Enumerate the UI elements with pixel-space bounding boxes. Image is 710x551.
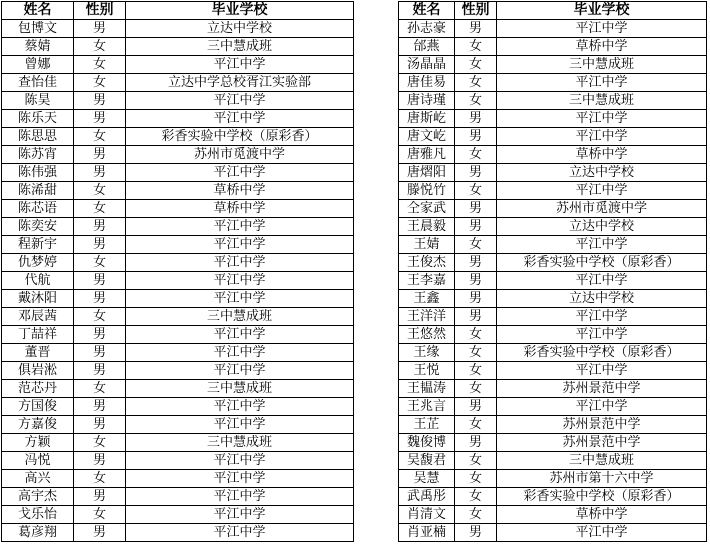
cell-name: 陈思思	[2, 128, 74, 146]
table-row	[399, 200, 707, 218]
cell-school: 平江中学	[126, 506, 354, 524]
cell-name: 王李嘉	[399, 272, 455, 290]
cell-name: 武禹彤	[399, 488, 455, 506]
cell-name: 王悦	[399, 362, 455, 380]
cell-name: 孙志豪	[399, 20, 455, 38]
cell-name: 王晨毅	[399, 218, 455, 236]
cell-name: 包博文	[2, 20, 74, 38]
cell-name: 方国俊	[2, 398, 74, 416]
cell-school: 三中慧成班	[126, 308, 354, 326]
cell-gender: 男	[74, 362, 126, 380]
cell-school: 平江中学	[126, 362, 354, 380]
cell-school: 平江中学	[126, 344, 354, 362]
table-row	[2, 110, 354, 128]
cell-name: 汤晶晶	[399, 56, 455, 74]
cell-gender: 女	[455, 488, 497, 506]
cell-school: 平江中学	[126, 218, 354, 236]
cell-gender: 男	[74, 272, 126, 290]
cell-gender: 女	[455, 344, 497, 362]
cell-school: 平江中学	[497, 398, 707, 416]
cell-gender: 女	[74, 470, 126, 488]
table-row	[399, 398, 707, 416]
cell-gender: 男	[74, 218, 126, 236]
cell-gender: 男	[74, 488, 126, 506]
cell-school: 平江中学	[126, 92, 354, 110]
table-row	[399, 290, 707, 308]
table-row	[2, 416, 354, 434]
table-row	[2, 236, 354, 254]
cell-school: 立达中学校	[497, 164, 707, 182]
student-table-left	[1, 1, 354, 542]
cell-name: 王悠然	[399, 326, 455, 344]
cell-school: 苏州景范中学	[497, 434, 707, 452]
cell-gender: 男	[74, 416, 126, 434]
cell-name: 陈奕安	[2, 218, 74, 236]
table-row	[2, 218, 354, 236]
cell-gender: 男	[455, 398, 497, 416]
cell-school: 草桥中学	[497, 38, 707, 56]
cell-gender: 女	[455, 38, 497, 56]
cell-school: 平江中学	[126, 488, 354, 506]
cell-school: 平江中学	[126, 452, 354, 470]
cell-gender: 女	[455, 326, 497, 344]
cell-school: 三中慧成班	[126, 434, 354, 452]
cell-name: 戴沐阳	[2, 290, 74, 308]
table-row	[399, 164, 707, 182]
cell-gender: 男	[455, 272, 497, 290]
cell-school: 立达中学总校胥江实验部	[126, 74, 354, 92]
table-row	[399, 416, 707, 434]
cell-gender: 女	[455, 506, 497, 524]
table-row	[2, 146, 354, 164]
cell-school: 彩香实验中学校（原彩香）	[497, 254, 707, 272]
cell-school: 平江中学	[497, 128, 707, 146]
cell-school: 平江中学	[126, 326, 354, 344]
table-row	[399, 524, 707, 542]
cell-name: 仝家武	[399, 200, 455, 218]
cell-gender: 男	[74, 290, 126, 308]
cell-name: 唐佳易	[399, 74, 455, 92]
cell-gender: 女	[74, 380, 126, 398]
cell-school: 平江中学	[497, 110, 707, 128]
table-row	[399, 56, 707, 74]
header-school: 毕业学校	[126, 2, 354, 20]
cell-school: 三中慧成班	[497, 452, 707, 470]
table-row	[2, 272, 354, 290]
cell-gender: 女	[74, 200, 126, 218]
cell-gender: 男	[74, 344, 126, 362]
table-row	[2, 488, 354, 506]
cell-school: 平江中学	[126, 164, 354, 182]
table-row	[399, 470, 707, 488]
cell-name: 陈乐天	[2, 110, 74, 128]
table-row	[2, 164, 354, 182]
table-row	[2, 128, 354, 146]
cell-school: 草桥中学	[497, 506, 707, 524]
cell-gender: 男	[455, 164, 497, 182]
cell-gender: 女	[455, 146, 497, 164]
cell-gender: 男	[74, 452, 126, 470]
cell-name: 王兆言	[399, 398, 455, 416]
table-row	[2, 326, 354, 344]
cell-school: 彩香实验中学校（原彩香）	[126, 128, 354, 146]
cell-name: 唐诗瑾	[399, 92, 455, 110]
table-row	[2, 290, 354, 308]
table-row	[2, 470, 354, 488]
cell-school: 平江中学	[126, 254, 354, 272]
table-row	[2, 74, 354, 92]
cell-gender: 女	[455, 92, 497, 110]
table-row	[2, 506, 354, 524]
cell-gender: 男	[74, 92, 126, 110]
cell-name: 魏俊博	[399, 434, 455, 452]
cell-school: 平江中学	[497, 362, 707, 380]
cell-school: 苏州市觅渡中学	[126, 146, 354, 164]
cell-gender: 男	[455, 254, 497, 272]
cell-name: 唐文屹	[399, 128, 455, 146]
cell-gender: 女	[74, 56, 126, 74]
table-row	[2, 344, 354, 362]
cell-school: 平江中学	[126, 236, 354, 254]
cell-gender: 女	[74, 128, 126, 146]
cell-name: 王韫涛	[399, 380, 455, 398]
cell-gender: 男	[74, 164, 126, 182]
table-row	[399, 92, 707, 110]
cell-name: 高宇杰	[2, 488, 74, 506]
cell-gender: 女	[455, 362, 497, 380]
table-row	[2, 398, 354, 416]
cell-name: 曾娜	[2, 56, 74, 74]
cell-name: 董晋	[2, 344, 74, 362]
cell-gender: 男	[74, 236, 126, 254]
table-row	[399, 272, 707, 290]
cell-gender: 男	[74, 326, 126, 344]
cell-school: 平江中学	[126, 416, 354, 434]
cell-school: 草桥中学	[497, 146, 707, 164]
cell-school: 平江中学	[497, 272, 707, 290]
cell-gender: 女	[74, 434, 126, 452]
cell-name: 代航	[2, 272, 74, 290]
cell-name: 王缘	[399, 344, 455, 362]
table-row	[399, 146, 707, 164]
header-name: 姓名	[399, 2, 455, 20]
cell-gender: 女	[455, 74, 497, 92]
table-row	[2, 380, 354, 398]
table-row	[2, 20, 354, 38]
cell-school: 立达中学校	[126, 20, 354, 38]
cell-school: 平江中学	[497, 326, 707, 344]
cell-gender: 男	[455, 218, 497, 236]
cell-name: 滕悦竹	[399, 182, 455, 200]
table-row	[399, 182, 707, 200]
cell-school: 平江中学	[497, 74, 707, 92]
cell-name: 肖亚楠	[399, 524, 455, 542]
cell-school: 苏州市觅渡中学	[497, 200, 707, 218]
cell-gender: 男	[74, 110, 126, 128]
cell-school: 三中慧成班	[126, 38, 354, 56]
cell-name: 唐斯屹	[399, 110, 455, 128]
cell-school: 草桥中学	[126, 200, 354, 218]
cell-gender: 女	[455, 470, 497, 488]
table-row	[399, 308, 707, 326]
cell-school: 平江中学	[497, 182, 707, 200]
cell-school: 平江中学	[126, 290, 354, 308]
cell-name: 邰燕	[399, 38, 455, 56]
table-row	[2, 92, 354, 110]
cell-school: 苏州景范中学	[497, 380, 707, 398]
cell-name: 程新宇	[2, 236, 74, 254]
table-row	[399, 488, 707, 506]
header-name: 姓名	[2, 2, 74, 20]
cell-school: 立达中学校	[497, 290, 707, 308]
cell-name: 蔡婧	[2, 38, 74, 56]
cell-gender: 男	[455, 308, 497, 326]
cell-gender: 女	[455, 236, 497, 254]
table-row	[399, 434, 707, 452]
table-row	[2, 200, 354, 218]
table-row	[399, 326, 707, 344]
cell-name: 王俊杰	[399, 254, 455, 272]
table-row	[399, 236, 707, 254]
table-row	[399, 110, 707, 128]
cell-gender: 男	[455, 524, 497, 542]
cell-school: 三中慧成班	[497, 56, 707, 74]
cell-gender: 男	[74, 524, 126, 542]
cell-gender: 女	[74, 74, 126, 92]
cell-name: 陈芯语	[2, 200, 74, 218]
cell-school: 平江中学	[497, 308, 707, 326]
table-row	[2, 38, 354, 56]
cell-name: 王婧	[399, 236, 455, 254]
cell-name: 高兴	[2, 470, 74, 488]
table-row	[2, 362, 354, 380]
cell-school: 平江中学	[126, 56, 354, 74]
cell-school: 彩香实验中学校（原彩香）	[497, 488, 707, 506]
cell-school: 平江中学	[126, 398, 354, 416]
cell-school: 三中慧成班	[126, 380, 354, 398]
cell-name: 王芷	[399, 416, 455, 434]
table-row	[2, 524, 354, 542]
cell-name: 吴馥君	[399, 452, 455, 470]
table-row	[399, 362, 707, 380]
cell-name: 俱岩淞	[2, 362, 74, 380]
table-row	[399, 380, 707, 398]
table-row	[2, 452, 354, 470]
cell-name: 肖清文	[399, 506, 455, 524]
cell-name: 陈浠甜	[2, 182, 74, 200]
cell-name: 陈苏宵	[2, 146, 74, 164]
cell-gender: 女	[74, 506, 126, 524]
table-row	[2, 254, 354, 272]
table-row	[2, 434, 354, 452]
table-row	[399, 254, 707, 272]
header-row	[399, 2, 707, 20]
student-table-right	[398, 1, 707, 542]
cell-gender: 女	[455, 56, 497, 74]
cell-gender: 女	[455, 380, 497, 398]
cell-name: 邓辰茜	[2, 308, 74, 326]
cell-gender: 男	[455, 20, 497, 38]
cell-gender: 女	[74, 182, 126, 200]
header-gender: 性别	[455, 2, 497, 20]
cell-name: 仇梦婷	[2, 254, 74, 272]
cell-gender: 男	[455, 434, 497, 452]
table-row	[399, 74, 707, 92]
table-row	[399, 506, 707, 524]
cell-gender: 女	[455, 416, 497, 434]
cell-name: 查怡佳	[2, 74, 74, 92]
cell-school: 平江中学	[126, 470, 354, 488]
table-row	[2, 308, 354, 326]
table-row	[399, 128, 707, 146]
cell-school: 草桥中学	[126, 182, 354, 200]
cell-school: 彩香实验中学校（原彩香）	[497, 344, 707, 362]
cell-name: 戈乐怡	[2, 506, 74, 524]
table-row	[399, 38, 707, 56]
cell-school: 三中慧成班	[497, 92, 707, 110]
cell-name: 唐雅凡	[399, 146, 455, 164]
cell-name: 陈昊	[2, 92, 74, 110]
cell-gender: 男	[455, 200, 497, 218]
table-row	[399, 20, 707, 38]
cell-name: 吴慧	[399, 470, 455, 488]
header-school: 毕业学校	[497, 2, 707, 20]
cell-school: 平江中学	[126, 272, 354, 290]
cell-name: 冯悦	[2, 452, 74, 470]
cell-name: 葛彦翔	[2, 524, 74, 542]
table-row	[399, 452, 707, 470]
cell-gender: 女	[455, 452, 497, 470]
table-row	[399, 344, 707, 362]
cell-gender: 男	[455, 128, 497, 146]
cell-name: 丁喆祥	[2, 326, 74, 344]
cell-gender: 女	[74, 308, 126, 326]
cell-school: 平江中学	[497, 236, 707, 254]
cell-name: 王洋洋	[399, 308, 455, 326]
cell-gender: 男	[74, 398, 126, 416]
cell-school: 平江中学	[126, 524, 354, 542]
cell-school: 苏州市第十六中学	[497, 470, 707, 488]
cell-school: 平江中学	[497, 20, 707, 38]
cell-name: 方嘉俊	[2, 416, 74, 434]
cell-school: 平江中学	[126, 110, 354, 128]
cell-gender: 男	[74, 20, 126, 38]
cell-name: 王鑫	[399, 290, 455, 308]
cell-gender: 女	[455, 182, 497, 200]
header-gender: 性别	[74, 2, 126, 20]
cell-gender: 男	[455, 110, 497, 128]
cell-school: 立达中学校	[497, 218, 707, 236]
cell-gender: 男	[74, 146, 126, 164]
cell-gender: 女	[74, 254, 126, 272]
table-row	[399, 218, 707, 236]
table-row	[2, 56, 354, 74]
header-row	[2, 2, 354, 20]
cell-school: 苏州景范中学	[497, 416, 707, 434]
cell-gender: 男	[455, 290, 497, 308]
cell-name: 方颖	[2, 434, 74, 452]
cell-name: 陈伟强	[2, 164, 74, 182]
table-row	[2, 182, 354, 200]
cell-name: 唐熠阳	[399, 164, 455, 182]
cell-school: 平江中学	[497, 524, 707, 542]
cell-name: 范芯丹	[2, 380, 74, 398]
cell-gender: 女	[74, 38, 126, 56]
